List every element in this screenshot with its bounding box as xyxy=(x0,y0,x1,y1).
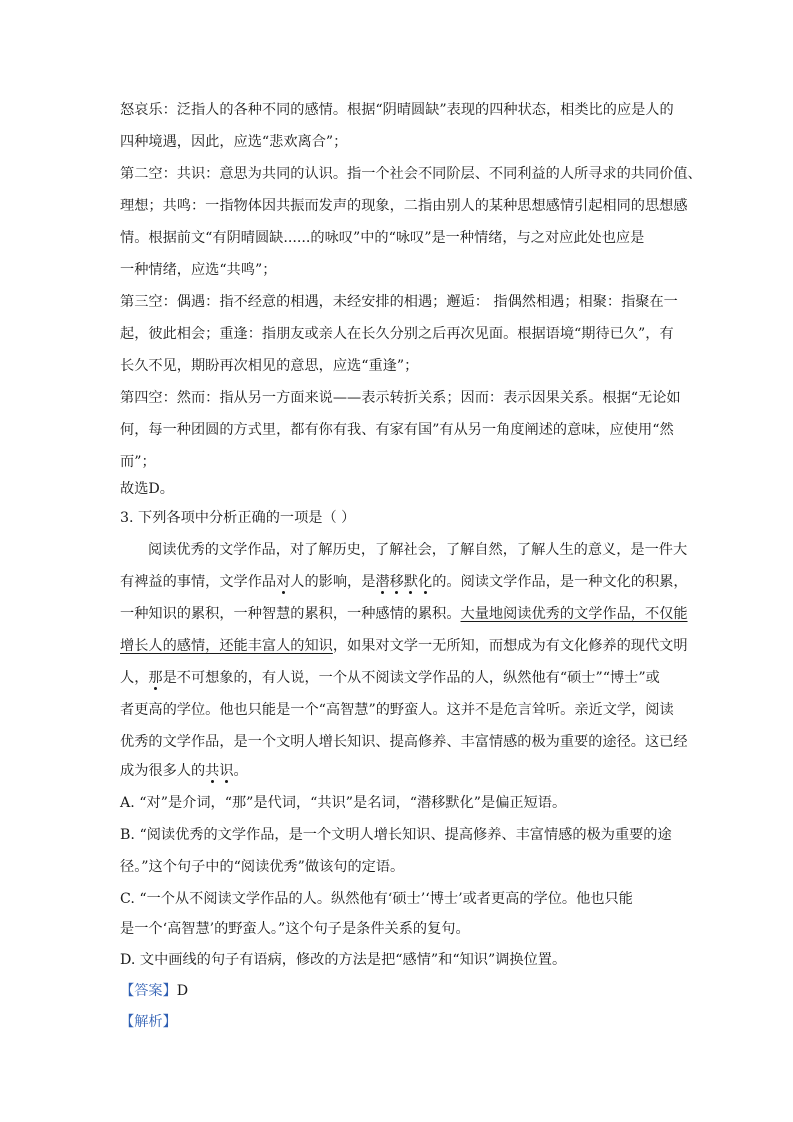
passage-line: 成为很多人的共识。 xyxy=(120,763,248,779)
blank4-explanation: 第四空：然而：指从另一方面来说——表示转折关系；因而：表示因果关系。根据“无论如 xyxy=(120,390,681,406)
analysis-tag: 【解析】 xyxy=(120,1014,177,1030)
emphasis-dot-char: 对 xyxy=(276,574,291,590)
explanation-text: 四种境遇，因此，应选“悲欢离合”； xyxy=(120,134,348,150)
emphasis-dot-char: 共 xyxy=(205,763,220,779)
answer-tag: 【答案】 xyxy=(120,983,177,999)
passage-line: 者更高的学位。他也只能是一个“高智慧”的野蛮人。这并不是危言耸听。亲近文学，阅读 xyxy=(120,702,674,718)
emphasis-dot-char: 识 xyxy=(219,763,234,779)
passage-line: 增长人的感情，还能丰富人的知识，如果对文学一无所知，而想成为有文化修养的现代文明 xyxy=(120,638,688,654)
emphasis-dot-char: 移 xyxy=(389,574,404,590)
answer-line xyxy=(120,981,680,1001)
option-c: 是一个‘高智慧’的野蛮人。”这个句子是条件关系的复句。 xyxy=(120,921,470,937)
option-b: B. “阅读优秀的文学作品，是一个文明人增长知识、提高修养、丰富情感的极为重要的途 xyxy=(120,827,672,843)
blank2-explanation: 情。根据前文“有阴晴圆缺......的咏叹”中的“咏叹”是一种情绪，与之对应此处也应是 xyxy=(120,230,645,246)
option-a: A. “对”是介词，“那”是代词，“共识”是名词，“潜移默化”是偏正短语。 xyxy=(120,795,567,811)
option-d: D. 文中画线的句子有语病，修改的方法是把“感情”和“知识”调换位置。 xyxy=(120,952,567,968)
blank4-explanation: 而”； xyxy=(120,454,156,470)
blank2-explanation: 理想；共鸣：一指物体因共振而发声的现象，二指由别人的某种思想感情引起相同的思想感 xyxy=(120,198,688,214)
blank2-explanation: 一种情绪，应选“共鸣”； xyxy=(120,262,277,278)
passage-line: 阅读优秀的文学作品，对了解历史，了解社会，了解自然，了解人生的意义，是一件大 xyxy=(148,542,688,558)
passage-line: 优秀的文学作品，是一个文明人增长知识、提高修养、丰富情感的极为重要的途径。这已经 xyxy=(120,734,688,750)
blank3-explanation: 长久不见，期盼再次相见的意思，应选“重逢”； xyxy=(120,358,419,374)
option-c: C. “一个从不阅读文学作品的人。纵然他有‘硕士’‘博士’或者更高的学位。他也只能 xyxy=(120,891,633,907)
blank4-explanation: 何，每一种团圆的方式里，都有你有我、有家有国”有从另一角度阐述的意味，应使用“然 xyxy=(120,422,674,438)
emphasis-dot-char: 默 xyxy=(403,574,419,590)
passage-line: 人，那是不可想象的，有人说，一个从不阅读文学作品的人，纵然他有“硕士”“博士”或 xyxy=(120,670,660,686)
passage-line: 有裨益的事情，文学作品对人的影响，是潜移默化的。阅读文学作品，是一种文化的积累， xyxy=(120,574,688,590)
choose-conclusion: 故选D。 xyxy=(120,481,174,497)
emphasis-dot-char: 化 xyxy=(418,574,433,590)
emphasis-dot-char: 潜 xyxy=(375,574,390,590)
emphasis-dot-char: 那 xyxy=(148,670,163,686)
underlined-sentence: 增长人的感情，还能丰富人的知识 xyxy=(120,638,333,654)
option-b: 径。”这个句子中的“阅读优秀”做该句的定语。 xyxy=(120,859,405,875)
blank2-explanation: 第二空：共识：意思为共同的认识。指一个社会不同阶层、不同利益的人所寻求的共同价值、 xyxy=(120,166,702,182)
passage-line: 一种知识的累积，一种智慧的累积，一种感情的累积。大量地阅读优秀的文学作品，不仅能 xyxy=(120,606,688,622)
blank3-explanation: 起，彼此相会；重逢：指朋友或亲人在长久分别之后再次见面。根据语境“期待已久”，有 xyxy=(120,326,674,342)
analysis-line xyxy=(120,1012,680,1032)
blank3-explanation: 第三空：偶遇：指不经意的相遇，未经安排的相遇；邂逅： 指偶然相遇；相聚：指聚在一 xyxy=(120,294,678,310)
answer-value: D xyxy=(176,983,189,999)
underlined-sentence: 大量地阅读优秀的文学作品，不仅能 xyxy=(460,606,688,622)
explanation-text: 怒哀乐：泛指人的各种不同的感情。根据“阴晴圆缺”表现的四种状态，相类比的应是人的 xyxy=(120,102,674,118)
question-3-stem: 3. 下列各项中分析正确的一项是（ ） xyxy=(120,510,356,526)
